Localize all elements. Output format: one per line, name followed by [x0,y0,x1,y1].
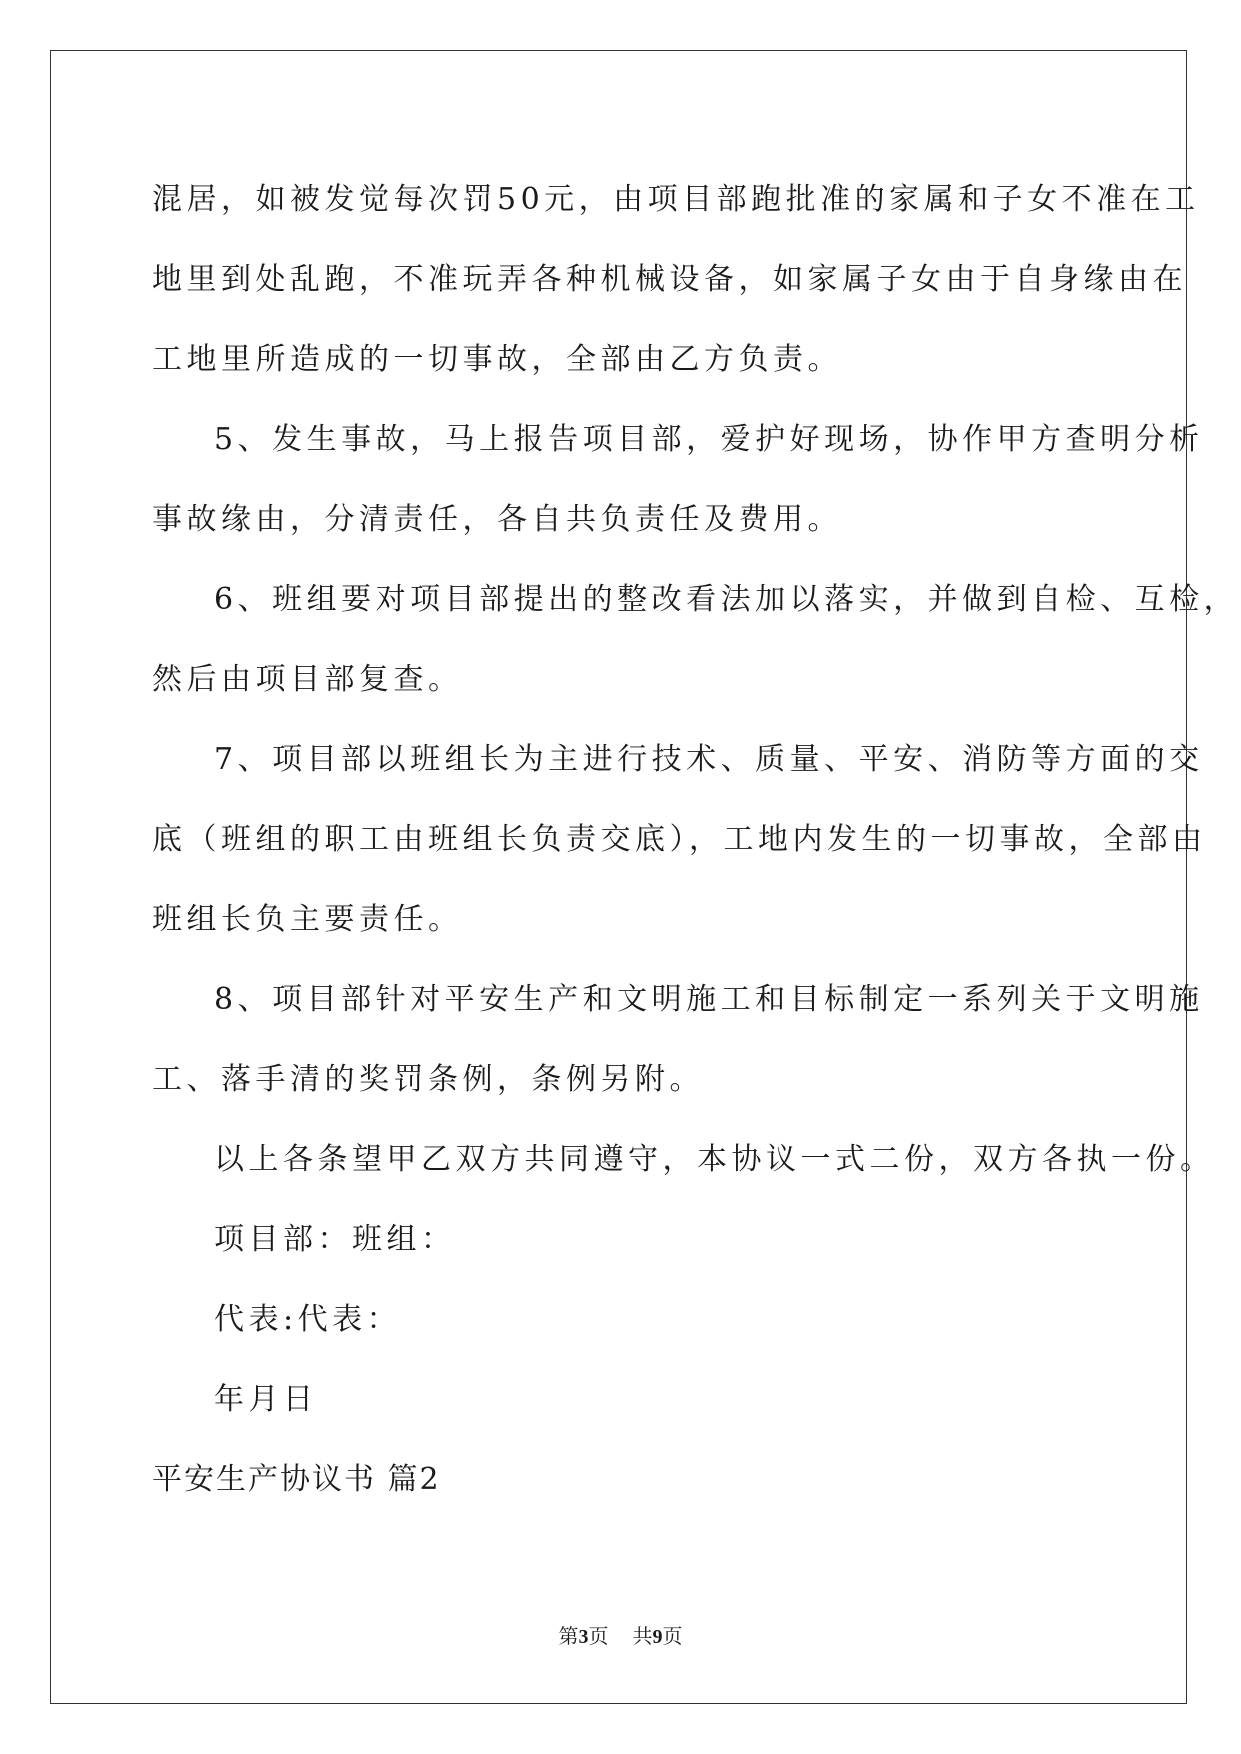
clause-8-line-1: 8、项目部针对平安生产和文明施工和目标制定一系列关于文明施 [214,982,1204,1017]
clause-6-line-2: 然后由项目部复查。 [152,662,463,697]
body-line-2: 地里到处乱跑，不准玩弄各种机械设备，如家属子女由于自身缘由在 [152,262,1187,297]
footer-total-pages: 9 [652,1626,663,1648]
footer-page-word: 页 [588,1624,609,1648]
footer-current-page: 3 [578,1626,589,1648]
clause-5-line-1: 5、发生事故，马上报告项目部，爱护好现场，协作甲方查明分析 [214,422,1204,457]
document-body [152,160,1239,1520]
body-line-1: 混居，如被发觉每次罚50元，由项目部跑批准的家属和子女不准在工 [152,182,1200,217]
clause-5-line-2: 事故缘由，分清责任，各自共负责任及费用。 [152,502,842,537]
footer-total-prefix: 共 [632,1624,653,1648]
clause-7-line-2: 底（班组的职工由班组长负责交底），工地内发生的一切事故，全部由 [152,822,1207,857]
footer-page-prefix: 第 [558,1624,579,1648]
clause-7-line-3: 班组长负主要责任。 [152,902,463,937]
page-footer [0,1620,1241,1649]
clause-8-line-2: 工、落手清的奖罚条例，条例另附。 [152,1062,704,1097]
section-heading: 平安生产协议书 篇2 [152,1462,441,1497]
signature-date: 年月日 [214,1382,318,1417]
signature-parties: 项目部：班组： [214,1222,456,1257]
signature-representatives: 代表:代表： [214,1302,402,1337]
closing-statement: 以上各条望甲乙双方共同遵守，本协议一式二份，双方各执一份。 [214,1142,1215,1177]
clause-7-line-1: 7、项目部以班组长为主进行技术、质量、平安、消防等方面的交 [214,742,1204,777]
body-line-3: 工地里所造成的一切事故，全部由乙方负责。 [152,342,842,377]
footer-total-suffix: 页 [662,1624,683,1648]
clause-6-line-1: 6、班组要对项目部提出的整改看法加以落实，并做到自检、互检， [214,582,1239,617]
